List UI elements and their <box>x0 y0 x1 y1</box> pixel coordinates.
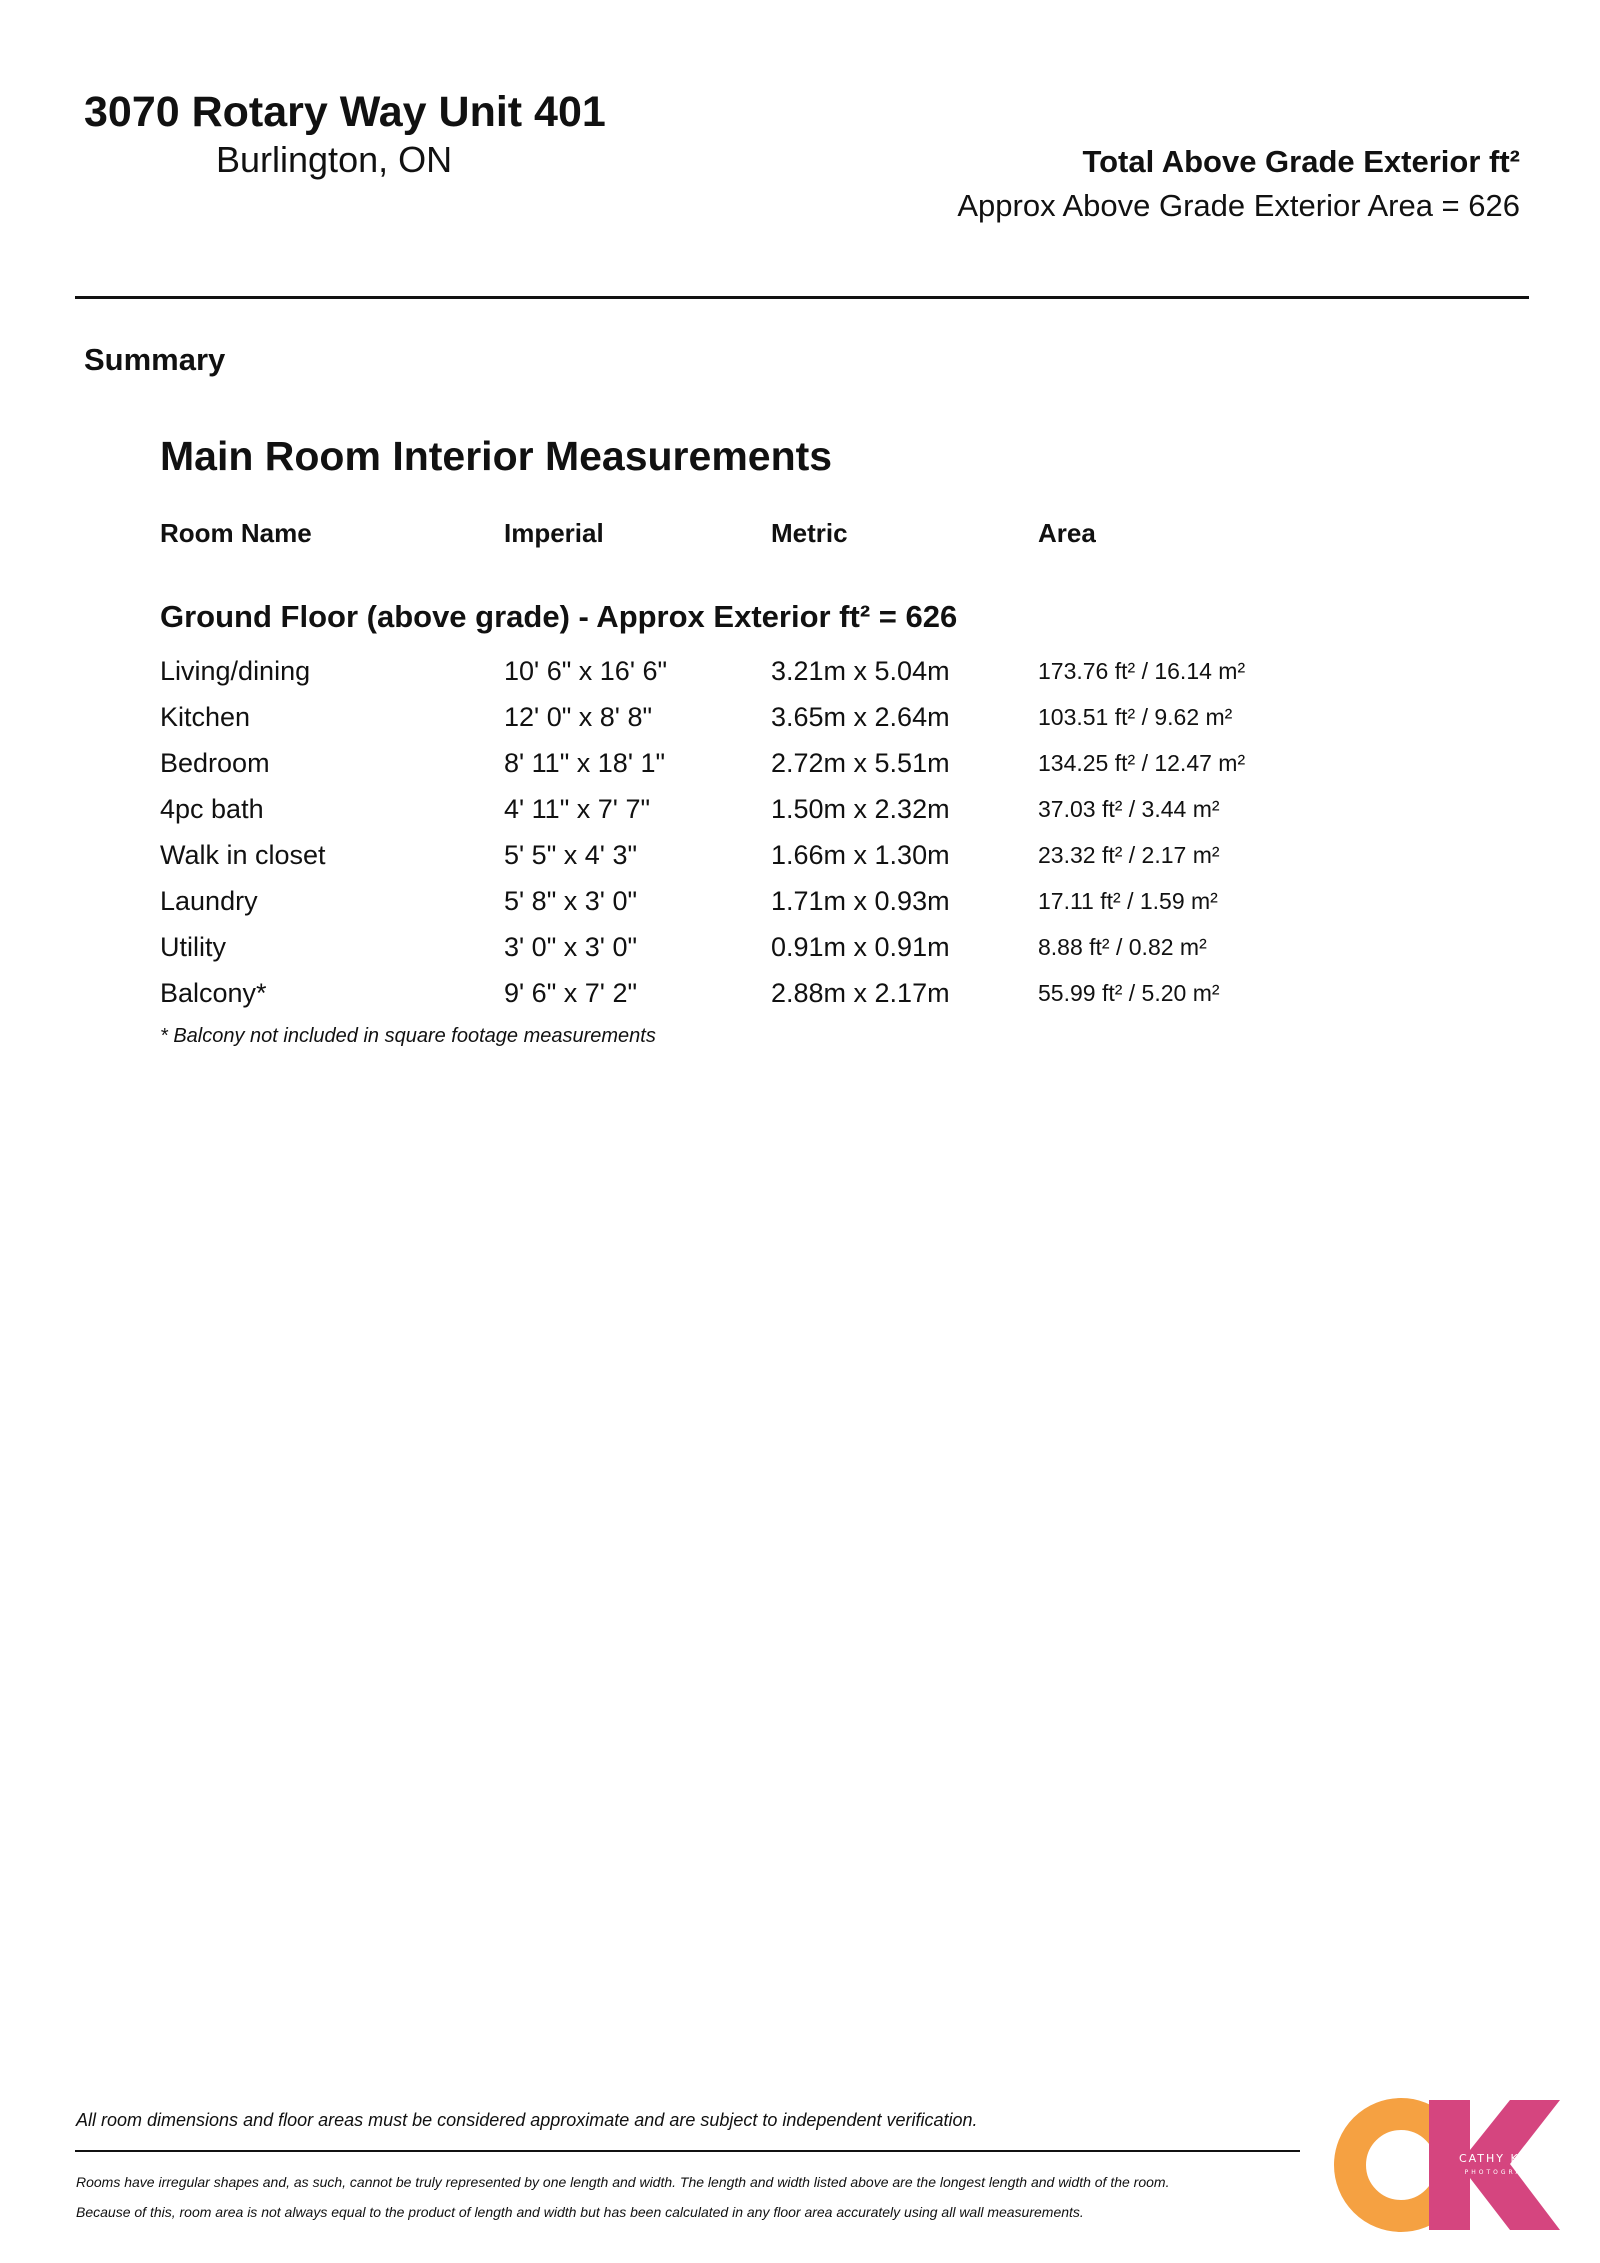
room-metric: 1.71m x 0.93m <box>771 886 950 916</box>
room-imperial: 8' 11" x 18' 1" <box>504 748 666 778</box>
logo-text-line-1: CATHY KOOP <box>1458 2152 1550 2165</box>
column-header-imperial: Imperial <box>504 518 604 548</box>
table-row <box>160 972 1360 1018</box>
table-row <box>160 696 1360 742</box>
room-area: 134.25 ft² / 12.47 m² <box>1038 750 1246 776</box>
footer-divider <box>75 2150 1300 2152</box>
room-name: Utility <box>160 932 226 962</box>
room-metric: 1.66m x 1.30m <box>771 840 950 870</box>
balcony-footnote: * Balcony not included in square footage measurements <box>160 1025 656 1047</box>
room-area: 55.99 ft² / 5.20 m² <box>1038 980 1220 1006</box>
floor-title: Ground Floor (above grade) - Approx Exterior ft² = 626 <box>160 599 958 634</box>
room-imperial: 12' 0" x 8' 8" <box>504 702 653 732</box>
room-imperial: 5' 5" x 4' 3" <box>504 840 638 870</box>
room-area: 103.51 ft² / 9.62 m² <box>1038 704 1233 730</box>
property-city: Burlington, ON <box>216 139 453 180</box>
logo-text-line-2: PHOTOGRAPHY <box>1464 2169 1544 2176</box>
room-table <box>160 650 1360 1018</box>
column-header-area: Area <box>1038 518 1096 548</box>
room-name: Balcony* <box>160 978 267 1008</box>
table-row <box>160 834 1360 880</box>
disclaimer-text: All room dimensions and floor areas must be considered approximate and are subject to independent verification. <box>76 2110 978 2130</box>
summary-heading: Summary <box>84 342 226 377</box>
table-row <box>160 788 1360 834</box>
room-name: 4pc bath <box>160 794 264 824</box>
room-imperial: 9' 6" x 7' 2" <box>504 978 638 1008</box>
room-imperial: 5' 8" x 3' 0" <box>504 886 638 916</box>
section-title: Main Room Interior Measurements <box>160 433 833 479</box>
table-row <box>160 926 1360 972</box>
room-name: Living/dining <box>160 656 311 686</box>
room-area: 37.03 ft² / 3.44 m² <box>1038 796 1220 822</box>
room-name: Walk in closet <box>160 840 326 870</box>
room-name: Bedroom <box>160 748 270 778</box>
room-imperial: 3' 0" x 3' 0" <box>504 932 638 962</box>
room-metric: 2.72m x 5.51m <box>771 748 950 778</box>
table-row <box>160 880 1360 926</box>
room-metric: 2.88m x 2.17m <box>771 978 950 1008</box>
room-area: 8.88 ft² / 0.82 m² <box>1038 934 1207 960</box>
room-area: 17.11 ft² / 1.59 m² <box>1038 888 1218 914</box>
room-area: 173.76 ft² / 16.14 m² <box>1038 658 1246 684</box>
room-name: Kitchen <box>160 702 251 732</box>
table-row <box>160 650 1360 696</box>
total-area-value: Approx Above Grade Exterior Area = 626 <box>957 188 1520 223</box>
total-area-title: Total Above Grade Exterior ft² <box>1082 144 1520 179</box>
room-area: 23.32 ft² / 2.17 m² <box>1038 842 1220 868</box>
room-metric: 3.65m x 2.64m <box>771 702 950 732</box>
header-divider <box>75 296 1529 299</box>
room-metric: 3.21m x 5.04m <box>771 656 950 686</box>
footnote-line-2: Because of this, room area is not always equal to the product of length and width but has been calculated in any floor area accurately using all wall measurements. <box>76 2204 1084 2220</box>
property-address: 3070 Rotary Way Unit 401 <box>84 88 606 136</box>
room-imperial: 4' 11" x 7' 7" <box>504 794 651 824</box>
room-metric: 0.91m x 0.91m <box>771 932 950 962</box>
column-header-room-name: Room Name <box>160 518 312 548</box>
room-metric: 1.50m x 2.32m <box>771 794 950 824</box>
room-imperial: 10' 6" x 16' 6" <box>504 656 668 686</box>
table-row <box>160 742 1360 788</box>
footnote-line-1: Rooms have irregular shapes and, as such, cannot be truly represented by one length and width. The length and width listed above are the longest length and width of the room. <box>76 2174 1170 2190</box>
column-header-metric: Metric <box>771 518 848 548</box>
room-name: Laundry <box>160 886 258 916</box>
logo-k-shape <box>1429 2100 1560 2230</box>
cathy-koop-logo <box>1334 2098 1564 2232</box>
